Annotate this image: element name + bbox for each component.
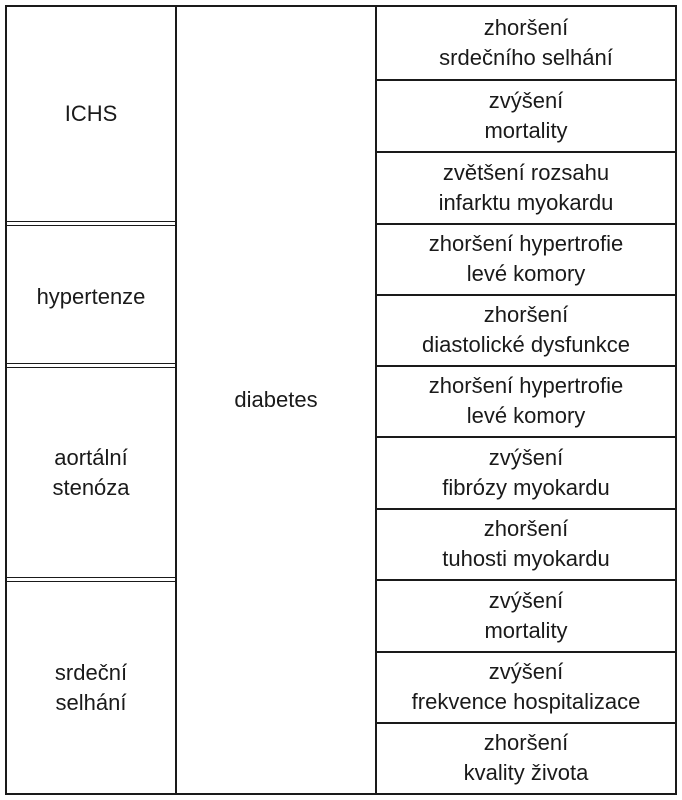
effect-cell xyxy=(377,580,675,651)
effect-cell xyxy=(377,509,675,579)
effect-label: zhoršení srdečního selhání xyxy=(439,15,613,70)
conditions-column xyxy=(7,7,175,793)
effect-cell xyxy=(377,723,675,793)
effect-label: zhoršení kvality života xyxy=(463,730,589,785)
condition-label: srdeční selhání xyxy=(54,659,128,715)
effects-column xyxy=(377,7,675,793)
effect-label: zhoršení hypertrofie levé komory xyxy=(428,373,624,428)
effect-cell xyxy=(377,152,675,223)
comparison-table xyxy=(5,5,677,795)
effect-cell xyxy=(377,366,675,436)
center-cell xyxy=(177,7,375,793)
effect-cell xyxy=(377,652,675,722)
effect-label: zhoršení hypertrofie levé komory xyxy=(428,231,624,286)
effect-cell xyxy=(377,295,675,365)
effect-label: zvýšení frekvence hospitalizace xyxy=(411,659,641,714)
effect-label: zvýšení fibrózy myokardu xyxy=(442,444,610,500)
effect-label: zvýšení mortality xyxy=(484,87,568,143)
condition-label: ICHS xyxy=(64,101,118,126)
effect-cell xyxy=(377,437,675,508)
effect-label: zhoršení tuhosti myokardu xyxy=(442,516,610,571)
effect-cell xyxy=(377,80,675,151)
condition-cell xyxy=(7,582,175,793)
effect-cell xyxy=(377,224,675,294)
condition-label: hypertenze xyxy=(36,283,146,309)
center-label: diabetes xyxy=(234,387,318,412)
condition-cell xyxy=(7,368,175,577)
center-column xyxy=(177,7,375,793)
condition-cell xyxy=(7,7,175,221)
condition-label: aortální stenóza xyxy=(52,444,130,500)
effect-label: zvýšení mortality xyxy=(484,587,568,643)
condition-cell xyxy=(7,226,175,367)
effect-label: zhoršení diastolické dysfunkce xyxy=(422,302,630,357)
effect-label: zvětšení rozsahu infarktu myokardu xyxy=(438,159,614,215)
effect-cell xyxy=(377,7,675,79)
